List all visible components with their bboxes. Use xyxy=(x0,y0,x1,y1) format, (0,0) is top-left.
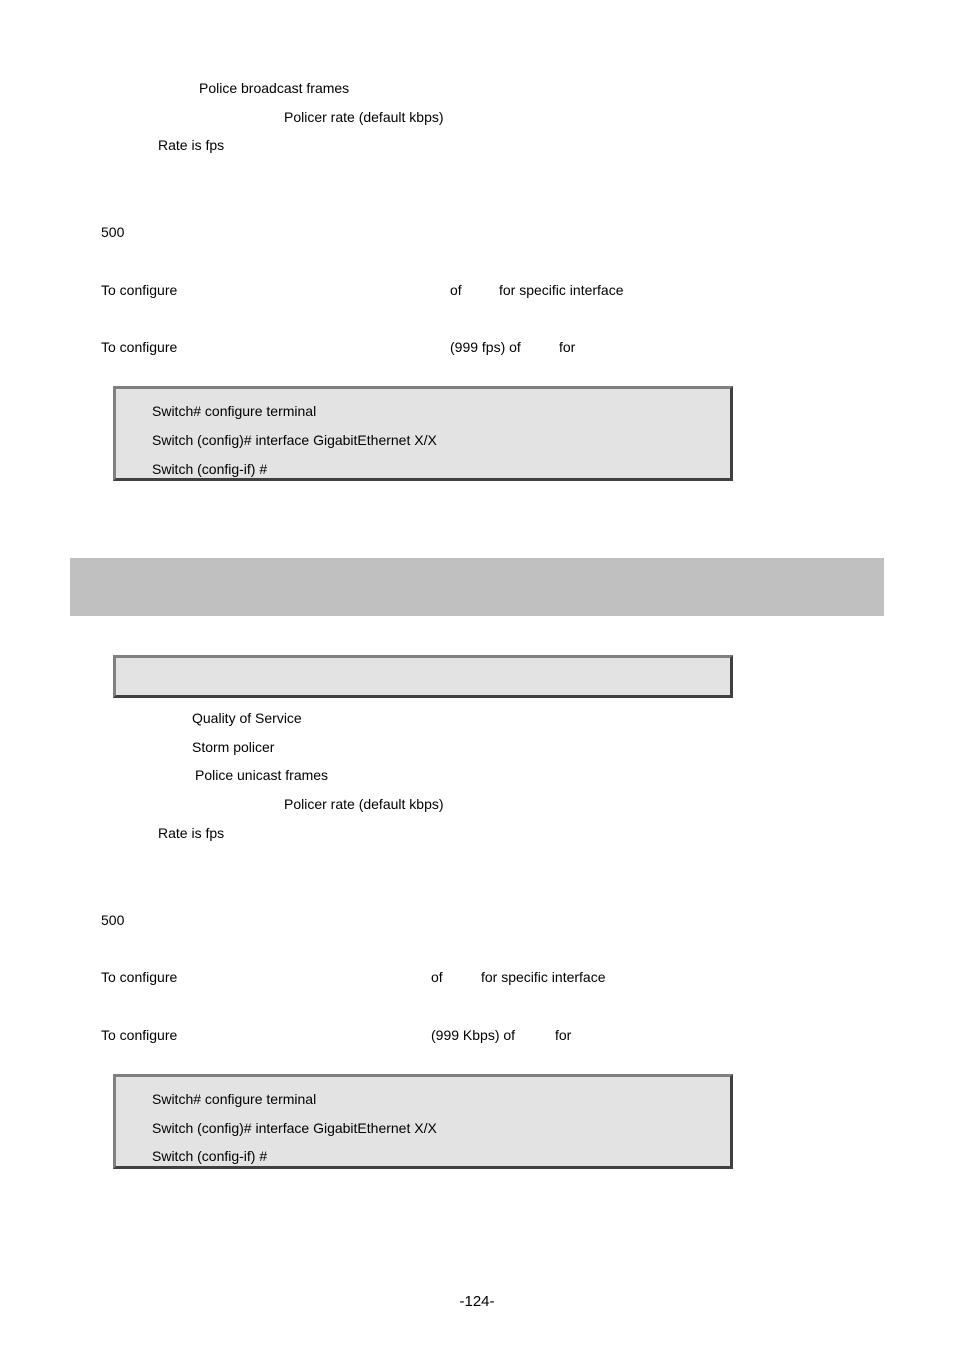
param-rate: Policer rate (default kbps) xyxy=(284,796,444,812)
usage-text: of xyxy=(431,969,443,985)
usage-text: To configure xyxy=(101,339,178,355)
code-line: Switch# configure terminal xyxy=(152,1091,317,1107)
code-line: Switch (config-if) # xyxy=(152,1148,268,1164)
default-value: 500 xyxy=(101,224,125,240)
code-example-box xyxy=(113,386,733,481)
code-line: Switch (config-if) # xyxy=(152,461,268,477)
param-broadcast: Police broadcast frames xyxy=(199,80,350,96)
usage-text: To configure xyxy=(101,1027,178,1043)
code-line: Switch# configure terminal xyxy=(152,403,317,419)
code-example-box xyxy=(113,1074,733,1169)
default-value: 500 xyxy=(101,912,125,928)
page-number: -124- xyxy=(459,1293,495,1310)
param-qos: Quality of Service xyxy=(192,710,302,726)
param-rate: Policer rate (default kbps) xyxy=(284,109,444,125)
section-heading-band xyxy=(70,558,884,616)
usage-text: To configure xyxy=(101,969,178,985)
usage-text: for specific interface xyxy=(499,282,624,298)
usage-text: (999 fps) of xyxy=(450,339,521,355)
usage-text: of xyxy=(450,282,462,298)
param-unicast: Police unicast frames xyxy=(195,767,329,783)
usage-text: for xyxy=(559,339,576,355)
code-line: Switch (config)# interface GigabitEthernet X/X xyxy=(152,1120,437,1136)
param-fps: Rate is fps xyxy=(158,137,225,153)
usage-text: for specific interface xyxy=(481,969,606,985)
code-line: Switch (config)# interface GigabitEthernet X/X xyxy=(152,432,437,448)
command-syntax-box xyxy=(113,655,733,698)
usage-text: To configure xyxy=(101,282,178,298)
param-storm: Storm policer xyxy=(192,739,275,755)
usage-text: (999 Kbps) of xyxy=(431,1027,516,1043)
usage-text: for xyxy=(555,1027,572,1043)
param-fps: Rate is fps xyxy=(158,825,225,841)
